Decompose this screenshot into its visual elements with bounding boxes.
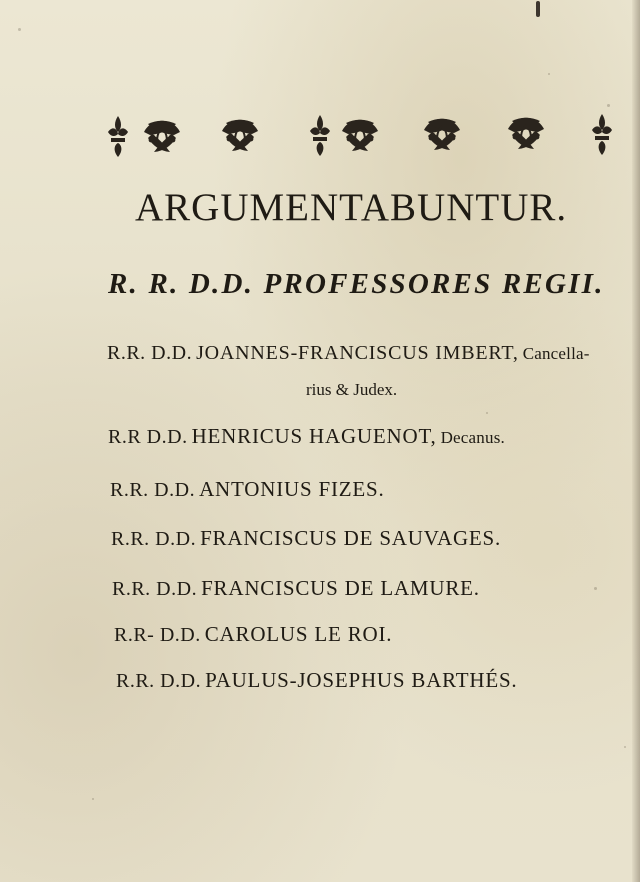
ink-mark xyxy=(536,1,540,17)
entry-continuation: rius & Judex. xyxy=(306,380,398,399)
entry-line xyxy=(111,528,501,549)
entry-line xyxy=(116,670,517,691)
entry-prefix: R.R- D.D. xyxy=(114,624,201,646)
entry-suffix: Cancella- xyxy=(522,344,590,363)
document-subheading: R. R. D.D. PROFESSORES REGII. xyxy=(108,268,605,300)
entry-name: CAROLUS LE ROI. xyxy=(204,622,393,646)
document-heading: ARGUMENTABUNTUR. xyxy=(135,186,568,229)
entry-line xyxy=(114,624,392,645)
entry-prefix: R.R. D.D. xyxy=(107,342,193,364)
entry-line xyxy=(108,426,505,447)
entry-name: PAULUS-JOSEPHUS BARTHÉS. xyxy=(205,668,518,692)
entry-name: JOANNES-FRANCISCUS IMBERT, xyxy=(196,342,519,364)
entry-line xyxy=(107,343,590,363)
entry-line xyxy=(112,578,480,599)
entry-prefix: R.R D.D. xyxy=(108,426,188,448)
entry-name: FRANCISCUS DE LAMURE. xyxy=(201,576,480,600)
entry-prefix: R.R. D.D. xyxy=(112,578,198,600)
fleuron-border-icon xyxy=(104,112,616,162)
entry-prefix: R.R. D.D. xyxy=(110,479,196,501)
entry-name: FRANCISCUS DE SAUVAGES. xyxy=(200,526,502,550)
entry-line xyxy=(110,479,385,500)
entry-suffix: Decanus. xyxy=(440,428,505,447)
page-edge-shadow xyxy=(632,0,640,882)
entry-name: ANTONIUS FIZES. xyxy=(199,477,385,501)
entry-prefix: R.R. D.D. xyxy=(111,528,197,550)
entry-name: HENRICUS HAGUENOT, xyxy=(191,424,437,448)
entry-prefix: R.R. D.D. xyxy=(116,670,202,692)
